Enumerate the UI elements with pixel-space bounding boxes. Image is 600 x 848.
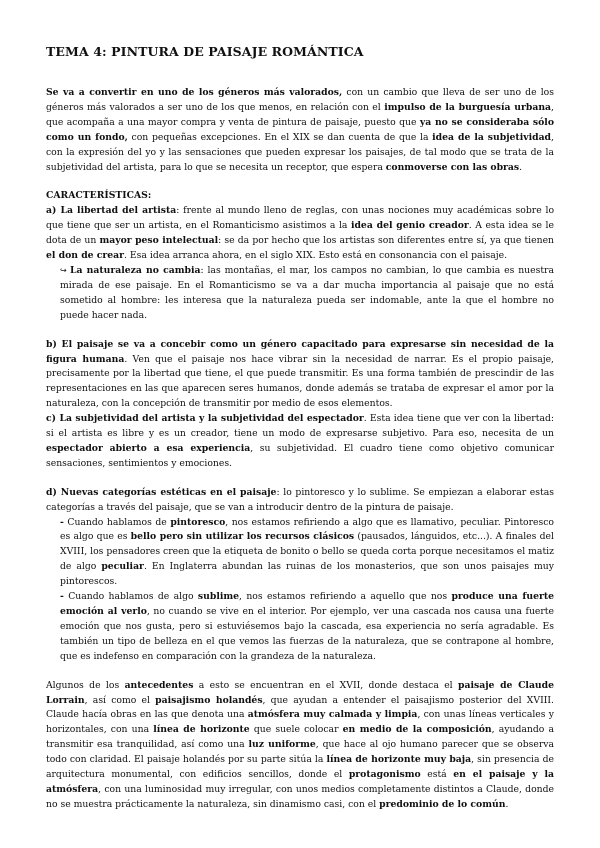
point-text: Cuando hablamos de xyxy=(63,516,171,528)
characteristic-text: . Ven que el paisaje nos hace vibrar sin la necesidad de narrar. Es el propio paisaje, precisamente por la libertad que tiene, el que puede transmitir. Es una forma también de prescindir de las representaciones en las que aparecen seres humanos, donde además se trataba de expresar el amor por la naturaleza, con la concepción de transmitir por medio de esos elementos. xyxy=(46,353,554,410)
antecedentes-emphasis: paisaje de Claude Lorrain xyxy=(46,679,555,706)
antecedentes-emphasis: en el paisaje y la atmósfera xyxy=(46,769,554,795)
antecedentes-emphasis: protagonismo xyxy=(348,769,421,781)
point-text: . En Inglaterra abundan las ruinas de los monasterios, que son unos paisajes muy pintorescos. xyxy=(60,561,554,588)
point-text: , no cuando se vive en el interior. Por ejemplo, ver una cascada nos causa una fuerte emoción que nos gusta, pero si estuviésemos bajo la cascada, esa experiencia no sería agradable. Es también un tipo de belleza en el que vemos las fuerzas de la naturaleza, que se contrapone al hombre, que es indefenso en comparación con la grandeza de la naturaleza. xyxy=(60,606,555,662)
characteristic-label: a) La libertad del artista xyxy=(46,205,177,217)
characteristic-text: : lo pintoresco y lo sublime. Se empiezan a elaborar estas categorías a través del paisaje, que se van a introducir dentro de la pintura de paisaje. xyxy=(46,486,554,513)
characteristic-emphasis: espectador abierto a esa experiencia xyxy=(46,442,251,454)
antecedentes-text: , con unas líneas verticales y horizontales, con una xyxy=(46,709,554,736)
antecedentes-text: , sin presencia de arquitectura monumental, con edificios sencillos, donde el xyxy=(46,754,554,781)
characteristic-label: d) Nuevas categorías estéticas en el paisaje xyxy=(46,486,277,498)
antecedentes-text: , que hace al ojo humano parecer que se observa todo con claridad. El paisaje holandés por su parte sitúa la xyxy=(46,739,554,766)
arrow-icon: ↪ xyxy=(60,265,67,275)
intro-text: con un cambio que lleva de ser uno de los géneros más valorados a ser uno de los que menos, en relación con el xyxy=(46,87,554,113)
characteristic-text: . Esa idea arranca ahora, en el siglo XIX. Esto está en consonancia con el paisaje. xyxy=(124,250,508,262)
dash-bullet: - xyxy=(60,591,64,603)
intro-text: con pequeñas excepciones. En el XIX se dan cuenta de que la xyxy=(127,131,433,143)
point-emphasis: pintoresco xyxy=(170,516,226,528)
point-emphasis: peculiar xyxy=(101,561,144,573)
characteristic-a xyxy=(46,204,554,264)
antecedentes-paragraph xyxy=(46,679,554,813)
antecedentes-text: , con una luminosidad muy irregular, con unos medios completamente distintos a Claude, donde no se muestra prácticamente la naturaleza, sin dinamismo casi, con el xyxy=(46,783,554,810)
intro-paragraph xyxy=(46,86,554,175)
antecedentes-text: . xyxy=(505,798,509,810)
antecedentes-emphasis: predominio de lo común xyxy=(379,798,506,810)
characteristic-d xyxy=(46,486,554,516)
characteristic-text: : frente al mundo lleno de reglas, con unas nociones muy académicas sobre lo que tiene que ser un artista, en el Romanticismo asistimos a la xyxy=(46,205,555,232)
intro-emphasis: impulso de la burguesía urbana xyxy=(384,101,552,113)
intro-emphasis: Se va a convertir en uno de los géneros más valorados, xyxy=(46,87,343,98)
intro-text: , que acompaña a una mayor compra y venta de pintura de paisaje, puesto que xyxy=(46,101,554,128)
characteristic-text: : se da por hecho que los artistas son diferentes entre sí, ya que tienen xyxy=(218,235,555,247)
characteristic-text: . A esta idea se le dota de un xyxy=(46,220,554,247)
antecedentes-text: , así como el xyxy=(84,694,156,706)
characteristic-c xyxy=(46,412,554,472)
intro-emphasis: ya no se consideraba sólo como un fondo, xyxy=(46,116,554,143)
characteristic-emphasis: el don de crear xyxy=(46,250,125,262)
point-text: , nos estamos refiriendo a aquello que nos xyxy=(239,591,452,603)
point-emphasis: produce una fuerte emoción al verlo xyxy=(60,591,555,617)
antecedentes-emphasis: luz uniforme xyxy=(248,739,316,751)
characteristic-emphasis: mayor peso intelectual xyxy=(99,235,219,247)
characteristic-text: . Esta idea tiene que ver con la libertad: si el artista es libre y es un creador, tiene un modo de expresarse subjetivo. Para eso, necesita de un xyxy=(46,413,554,440)
antecedentes-emphasis: línea de horizonte muy baja xyxy=(326,754,472,766)
point-emphasis: sublime xyxy=(197,591,240,603)
intro-emphasis: conmoverse con las obras xyxy=(385,161,520,173)
dash-bullet: - xyxy=(60,516,64,528)
intro-text: , con la expresión del yo y las sensaciones que pueden expresar los paisajes, de tal modo que se trata de la subjetividad del artista, para lo que se necesita un receptor, que espera xyxy=(46,131,554,173)
characteristics-heading: CARACTERÍSTICAS: xyxy=(46,190,152,202)
characteristic-b xyxy=(46,338,554,413)
antecedentes-text: que suele colocar xyxy=(249,724,343,736)
page-title: TEMA 4: PINTURA DE PAISAJE ROMÁNTICA xyxy=(46,44,364,59)
pintoresco-point xyxy=(46,516,554,591)
antecedentes-text: a esto se encuentran en el XVII, donde destaca el xyxy=(193,679,459,691)
antecedentes-text: está xyxy=(420,769,454,781)
characteristic-label: b) El paisaje se va a concebir como un género capacitado para expresarse sin necesidad de la figura humana xyxy=(46,338,554,365)
point-text: Cuando hablamos de algo xyxy=(63,591,198,603)
antecedentes-emphasis: paisajismo holandés xyxy=(155,694,263,706)
antecedentes-text: Algunos de los xyxy=(46,679,125,691)
antecedentes-text: , que ayudan a entender el paisajismo posterior del XVIII. Claude hacía obras en las que denota una xyxy=(46,694,554,721)
point-emphasis: bello pero sin utilizar los recursos clásicos xyxy=(130,531,355,543)
intro-text: . xyxy=(519,161,523,173)
characteristic-text: , su subjetividad. El cuadro tiene como objetivo comunicar sensaciones, sentimientos y emociones. xyxy=(46,442,554,469)
characteristic-a-subpoint xyxy=(46,264,554,324)
subpoint-emphasis: La naturaleza no cambia xyxy=(70,264,201,276)
subpoint-text: : las montañas, el mar, los campos no cambian, lo que cambia es nuestra mirada de ese paisaje. En el Romanticismo se va a dar mucha importancia al paisaje que no está sometido al hombre: les interesa que la naturaleza pueda ser indomable, ante la que el hombre no puede hacer nada. xyxy=(60,264,554,321)
antecedentes-emphasis: línea de horizonte xyxy=(153,724,250,736)
point-text: (pausados, lánguidos, etc...). A finales del XVIII, los pensadores creen que la etiqueta de bonito o bello se queda corta porque necesitamos el matiz de algo xyxy=(60,531,554,573)
antecedentes-text: , ayudando a transmitir esa tranquilidad, así como una xyxy=(46,724,555,751)
antecedentes-emphasis: en medio de la composición xyxy=(342,724,492,736)
intro-emphasis: idea de la subjetividad xyxy=(432,131,552,143)
characteristic-label: c) La subjetividad del artista y la subjetividad del espectador xyxy=(46,413,364,425)
point-text: , nos estamos refiriendo a algo que es llamativo, peculiar. Pintoresco es algo que es xyxy=(60,516,554,543)
antecedentes-emphasis: atmósfera muy calmada y limpia xyxy=(247,709,418,721)
sublime-point xyxy=(46,590,554,665)
characteristic-emphasis: idea del genio creador xyxy=(350,220,469,232)
antecedentes-emphasis: antecedentes xyxy=(124,679,194,691)
